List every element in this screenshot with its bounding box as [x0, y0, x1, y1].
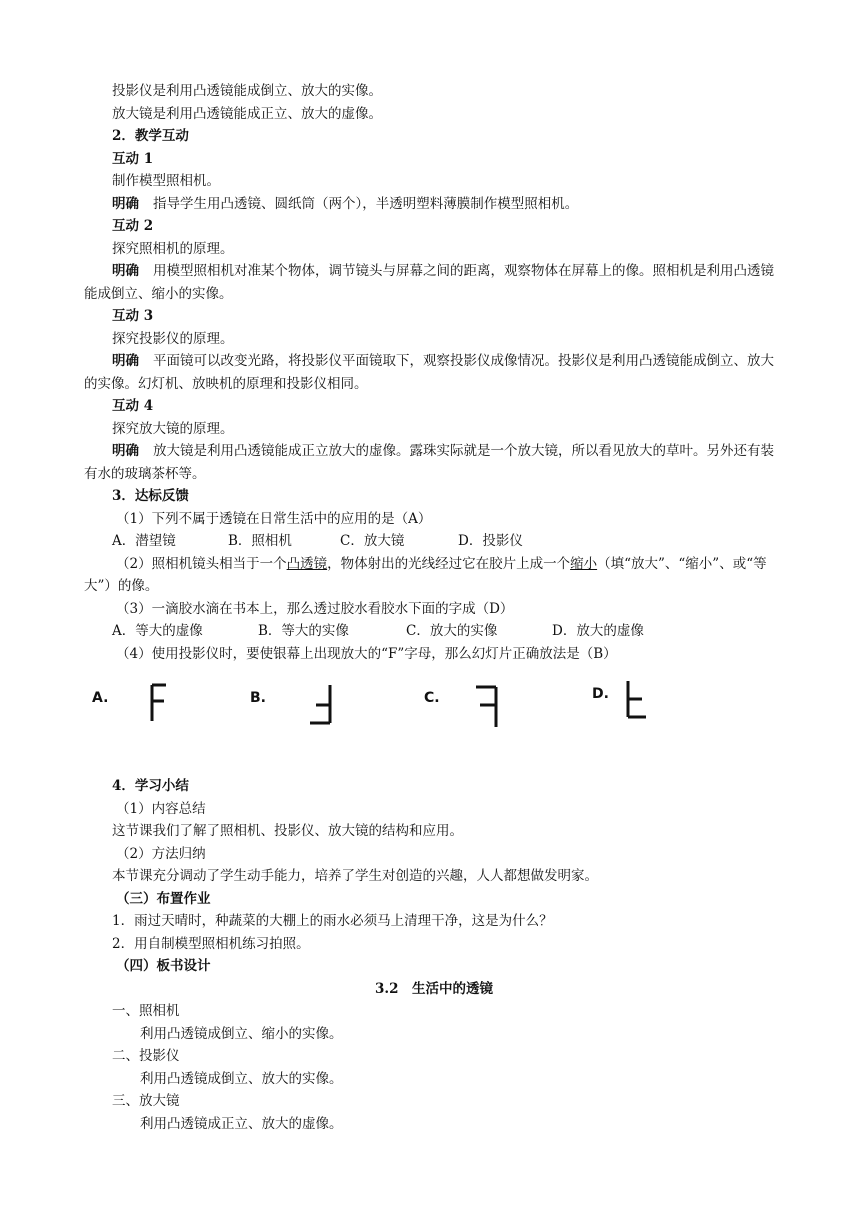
section-heading: 2．教学互动	[112, 128, 189, 144]
question-options	[84, 530, 784, 553]
text-line: 投影仪是利用凸透镜能成倒立、放大的实像。	[112, 83, 382, 99]
question: （4）使用投影仪时，要使银幕上出现放大的“F”字母，那么幻灯片正确放法是（B）	[116, 645, 617, 662]
board-item: 二、投影仪	[112, 1048, 180, 1064]
figure-label: D.	[592, 686, 609, 702]
section-heading: 4．学习小结	[112, 778, 189, 794]
question-text: ，物体射出的光线经过它在胶片上成一个	[327, 555, 571, 572]
option: A．等大的虚像	[112, 623, 203, 639]
question-text: （填“放大”、“缩小”、或“等大”）的像。	[84, 555, 767, 594]
slide-options-figure	[84, 667, 784, 775]
letter-f-inverted-icon	[304, 681, 338, 729]
letter-f-mirrored-icon	[470, 681, 504, 731]
figure-label: B.	[250, 690, 266, 706]
question-options	[84, 620, 784, 643]
board-item: 三、放大镜	[112, 1093, 180, 1109]
option: A．潜望镜	[112, 533, 176, 549]
letter-f-upside-down-icon	[620, 675, 654, 725]
board-item: 一、照相机	[112, 1003, 180, 1019]
homework-item: 2．用自制模型照相机练习拍照。	[112, 935, 310, 952]
answer-blank: 缩小	[570, 555, 598, 572]
section-heading: （三）布置作业	[116, 890, 211, 907]
figure-label: C.	[424, 690, 440, 706]
text-line: 探究投影仪的原理。	[112, 330, 234, 347]
clarify-paragraph	[84, 440, 784, 485]
question-text: （2）照相机镜头相当于一个	[116, 555, 287, 572]
homework-item: 1．雨过天晴时，种蔬菜的大棚上的雨水必须马上清理干净，这是为什么？	[112, 913, 553, 929]
letter-f-normal-icon	[144, 681, 174, 725]
question: （1）下列不属于透镜在日常生活中的应用的是（A）	[116, 510, 432, 527]
section-heading: （四）板书设计	[116, 958, 211, 974]
clarify-tag: 明确	[112, 353, 139, 369]
section-heading: 3．达标反馈	[112, 488, 189, 504]
text-line: 探究放大镜的原理。	[112, 420, 234, 437]
board-detail: 利用凸透镜成正立、放大的虚像。	[140, 1115, 343, 1132]
document-page	[84, 80, 784, 1135]
board-title: 3.2 生活中的透镜	[375, 980, 493, 997]
clarify-tag: 明确	[112, 443, 139, 459]
text-line: （2）方法归纳	[116, 845, 206, 862]
activity-heading: 互动 4	[112, 398, 154, 414]
question	[84, 553, 784, 598]
figure-label: A.	[92, 690, 109, 706]
clarify-paragraph	[84, 350, 784, 395]
clarify-tag: 明确	[112, 263, 139, 279]
text-line: 这节课我们了解了照相机、投影仪、放大镜的结构和应用。	[112, 823, 463, 839]
text-line: 本节课充分调动了学生动手能力，培养了学生对创造的兴趣，人人都想做发明家。	[112, 868, 598, 884]
option: B．照相机	[228, 533, 292, 549]
clarify-text: 放大镜是利用凸透镜能成正立放大的虚像。露珠实际就是一个放大镜，所以看见放大的草叶。另外还有装有水的玻璃茶杯等。	[84, 443, 774, 482]
activity-heading: 互动 2	[112, 218, 154, 234]
option: B．等大的实像	[258, 623, 349, 639]
clarify-tag: 明确	[112, 195, 139, 212]
option: D．放大的虚像	[552, 623, 644, 639]
text-line: （1）内容总结	[116, 800, 206, 817]
text-line: 制作模型照相机。	[112, 173, 220, 189]
board-detail: 利用凸透镜成倒立、缩小的实像。	[140, 1025, 343, 1042]
option: D．投影仪	[458, 533, 523, 549]
text-line: 探究照相机的原理。	[112, 240, 234, 257]
option: C．放大的实像	[406, 623, 498, 639]
board-detail: 利用凸透镜成倒立、放大的实像。	[140, 1070, 343, 1087]
clarify-text: 用模型照相机对准某个物体，调节镜头与屏幕之间的距离，观察物体在屏幕上的像。照相机是利用凸透镜能成倒立、缩小的实像。	[84, 263, 774, 302]
text-line: 放大镜是利用凸透镜能成正立、放大的虚像。	[112, 105, 382, 122]
answer-blank: 凸透镜	[286, 555, 328, 572]
activity-heading: 互动 3	[112, 308, 154, 324]
clarify-text: 平面镜可以改变光路，将投影仪平面镜取下，观察投影仪成像情况。投影仪是利用凸透镜能成倒立、放大的实像。幻灯机、放映机的原理和投影仪相同。	[84, 353, 774, 392]
activity-heading: 互动 1	[112, 150, 154, 167]
question: （3）一滴胶水滴在书本上，那么透过胶水看胶水下面的字成（D）	[116, 600, 514, 617]
option: C．放大镜	[340, 533, 405, 549]
clarify-paragraph	[84, 260, 784, 305]
clarify-paragraph	[84, 193, 784, 216]
clarify-text: 指导学生用凸透镜、圆纸筒（两个），半透明塑料薄膜制作模型照相机。	[153, 195, 579, 212]
